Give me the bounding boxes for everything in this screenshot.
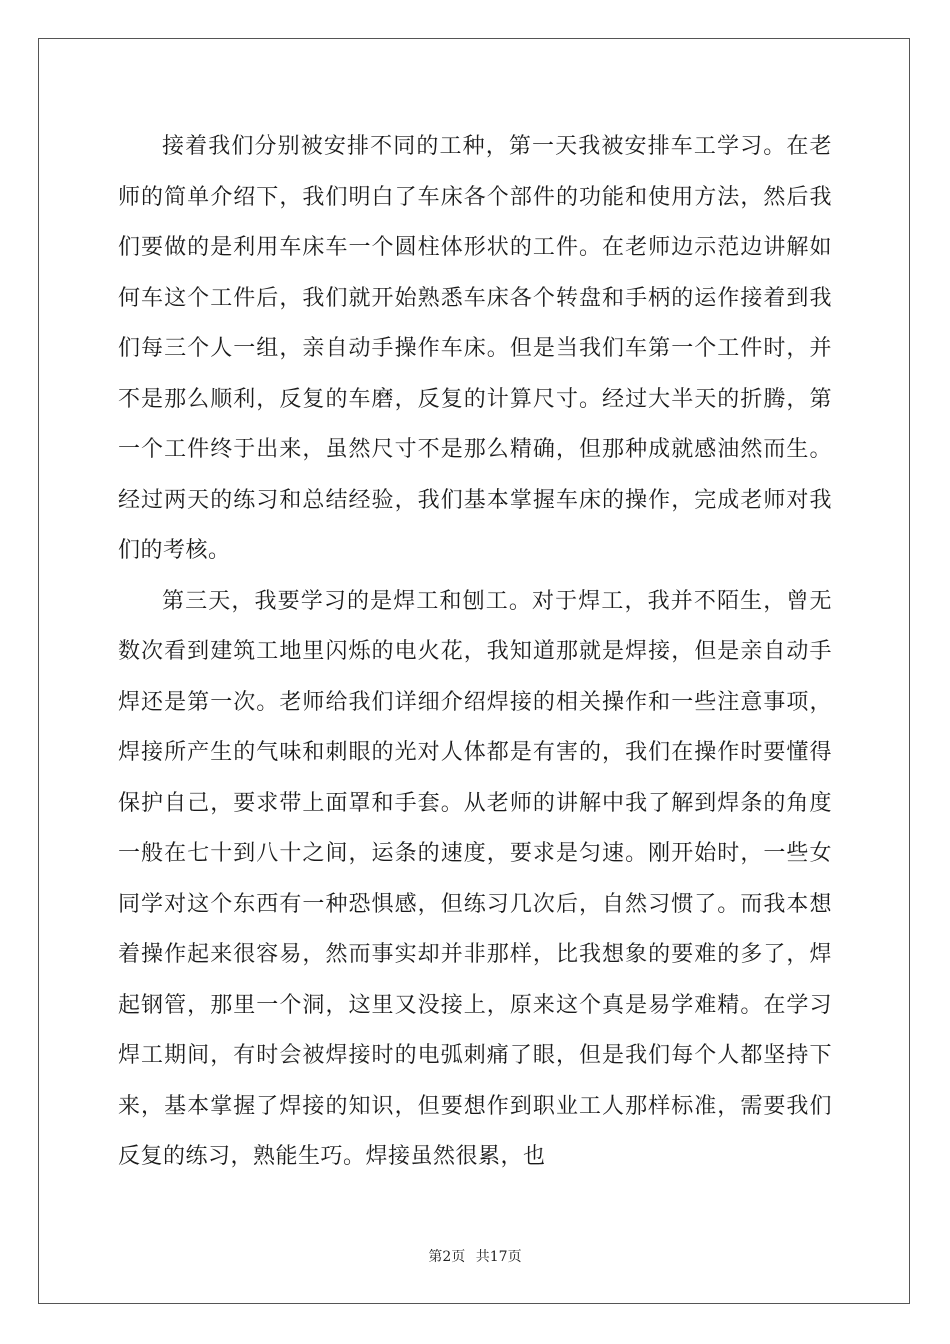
paragraph-turning: 接着我们分别被安排不同的工种，第一天我被安排车工学习。在老师的简单介绍下，我们明白了车床各个部件的功能和使用方法，然后我们要做的是利用车床车一个圆柱体形状的工件。在老师边示范边讲解如何车这个工件后，我们就开始熟悉车床各个转盘和手柄的运作接着到我们每三个人一组，亲自动手操作车床。但是当我们车第一个工件时，并不是那么顺利，反复的车磨，反复的计算尺寸。经过大半天的折腾，第一个工件终于出来，虽然尺寸不是那么精确，但那种成就感油然而生。经过两天的练习和总结经验，我们基本掌握车床的操作，完成老师对我们的考核。	[118, 134, 832, 563]
page-footer	[0, 1246, 950, 1266]
total-page-count: 共17页	[475, 1249, 522, 1265]
current-page-number: 第2页	[428, 1249, 466, 1265]
paragraph-welding: 第三天，我要学习的是焊工和刨工。对于焊工，我并不陌生，曾无数次看到建筑工地里闪烁的电火花，我知道那就是焊接，但是亲自动手焊还是第一次。老师给我们详细介绍焊接的相关操作和一些注意事项，焊接所产生的气味和刺眼的光对人体都是有害的，我们在操作时要懂得保护自己，要求带上面罩和手套。从老师的讲解中我了解到焊条的角度一般在七十到八十之间，运条的速度，要求是匀速。刚开始时，一些女同学对这个东西有一种恐惧感，但练习几次后，自然习惯了。而我本想着操作起来很容易，然而事实却并非那样，比我想象的要难的多了，焊起钢管，那里一个洞，这里又没接上，原来这个真是易学难精。在学习焊工期间，有时会被焊接时的电弧刺痛了眼，但是我们每个人都坚持下来，基本掌握了焊接的知识，但要想作到职业工人那样标准，需要我们反复的练习，熟能生巧。焊接虽然很累，也	[118, 588, 832, 1169]
document-body	[118, 122, 832, 1183]
